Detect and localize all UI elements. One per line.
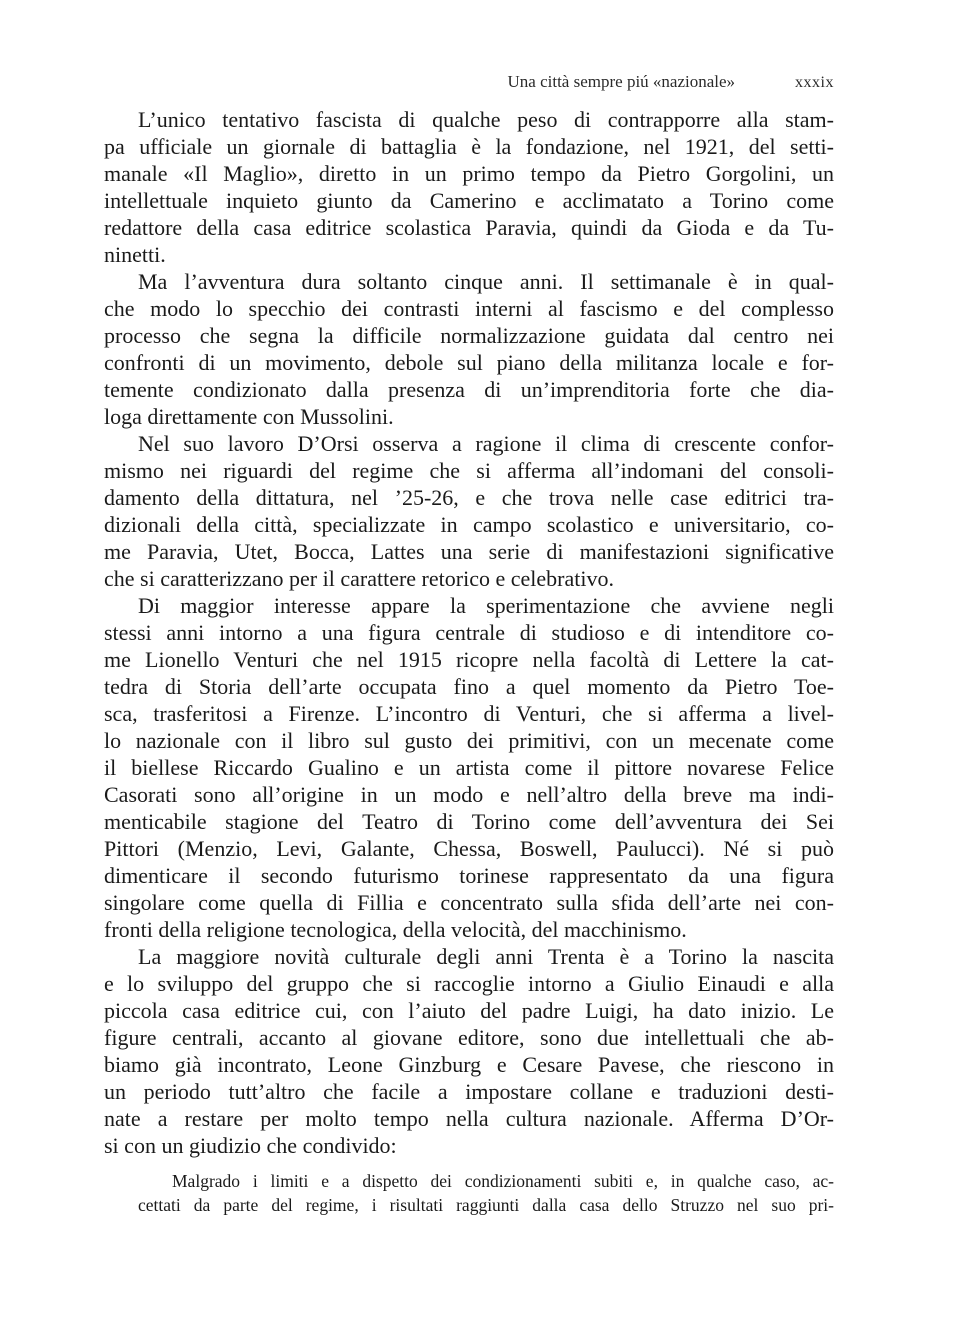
text-line: tedra di Storia dell’arte occupata fino a quel momento da Pietro Toe- xyxy=(104,674,834,699)
text-line: dimenticare il secondo futurismo torinese rappresentato da una figura xyxy=(104,863,834,888)
text-line: piccola casa editrice cui, con l’aiuto del padre Luigi, ha dato inizio. Le xyxy=(104,998,834,1023)
running-head-title: Una città sempre piú «nazionale» xyxy=(507,72,736,91)
text-line: fronti della religione tecnologica, della velocità, del macchinismo. xyxy=(104,917,687,942)
text-line: Ma l’avventura dura soltanto cinque anni. Il settimanale è in qual- xyxy=(138,269,834,294)
text-line: L’unico tentativo fascista di qualche peso di contrapporre alla stam- xyxy=(138,107,834,132)
text-line: lo nazionale con il libro sul gusto dei primitivi, con un mecenate come xyxy=(104,728,834,753)
text-line: intellettuale inquieto giunto da Camerino e acclimatato a Torino come xyxy=(104,188,834,213)
text-line: manale «Il Maglio», diretto in un primo tempo da Pietro Gorgolini, un xyxy=(104,161,834,186)
text-line: me Lionello Venturi che nel 1915 ricopre nella facoltà di Lettere la cat- xyxy=(104,647,834,672)
text-line: loga direttamente con Mussolini. xyxy=(104,404,394,429)
text-line: Nel suo lavoro D’Orsi osserva a ragione il clima di crescente confor- xyxy=(138,431,834,456)
text-line: confronti di un movimento, debole sul piano della militanza locale e for- xyxy=(104,350,834,375)
paragraph xyxy=(104,268,834,430)
text-line: mismo nei riguardi del regime che si afferma all’indomani del consoli- xyxy=(104,458,834,483)
text-line: nate a restare per molto tempo nella cultura nazionale. Afferma D’Or- xyxy=(104,1106,834,1131)
quote-line: Malgrado i limiti e a dispetto dei condizionamenti subiti e, in qualche caso, ac- xyxy=(172,1171,834,1191)
text-line: menticabile stagione del Teatro di Torino come dell’avventura dei Sei xyxy=(104,809,834,834)
paragraph xyxy=(104,943,834,1159)
text-line: pa ufficiale un giornale di battaglia è la fondazione, nel 1921, del setti- xyxy=(104,134,834,159)
text-line: che si caratterizzano per il carattere retorico e celebrativo. xyxy=(104,566,614,591)
block-quote xyxy=(104,1169,834,1217)
text-line: stessi anni intorno a una figura centrale di studioso e di intenditore co- xyxy=(104,620,834,645)
text-line: e lo sviluppo del gruppo che si raccoglie intorno a Giulio Einaudi e alla xyxy=(104,971,834,996)
book-page xyxy=(104,72,834,1217)
paragraph xyxy=(104,430,834,592)
text-line: un periodo tutt’altro che facile a impostare collane e traduzioni desti- xyxy=(104,1079,834,1104)
text-line: redattore della casa editrice scolastica Paravia, quindi da Gioda e da Tu- xyxy=(104,215,834,240)
text-line: che modo lo specchio dei contrasti interni al fascismo e del complesso xyxy=(104,296,834,321)
page-number: xxxix xyxy=(795,74,834,91)
text-line: damento della dittatura, nel ’25-26, e che trova nelle case editrici tra- xyxy=(104,485,834,510)
text-line: temente condizionato dalla presenza di un’imprenditoria forte che dia- xyxy=(104,377,834,402)
text-line: ninetti. xyxy=(104,242,166,267)
text-line: biamo già incontrato, Leone Ginzburg e Cesare Pavese, che riescono in xyxy=(104,1052,834,1077)
quote-line: cettati da parte del regime, i risultati raggiunti dalla casa dello Struzzo nel suo pri- xyxy=(138,1195,834,1215)
text-line: Casorati sono all’origine in un modo e nell’altro della breve ma indi- xyxy=(104,782,834,807)
text-line: singolare come quella di Fillia e concentrato sulla sfida dell’arte nei con- xyxy=(104,890,834,915)
body-text xyxy=(104,106,834,1159)
text-line: Pittori (Menzio, Levi, Galante, Chessa, Boswell, Paulucci). Né si può xyxy=(104,836,834,861)
text-line: sca, trasferitosi a Firenze. L’incontro di Venturi, che si afferma a livel- xyxy=(104,701,834,726)
running-head xyxy=(104,72,834,94)
paragraph xyxy=(104,592,834,943)
text-line: il biellese Riccardo Gualino e un artista come il pittore novarese Felice xyxy=(104,755,834,780)
text-line: me Paravia, Utet, Bocca, Lattes una serie di manifestazioni significative xyxy=(104,539,834,564)
text-line: dizionali della città, specializzate in campo scolastico e universitario, co- xyxy=(104,512,834,537)
text-line: La maggiore novità culturale degli anni Trenta è a Torino la nascita xyxy=(138,944,834,969)
text-line: processo che segna la difficile normalizzazione guidata dal centro nei xyxy=(104,323,834,348)
text-line: si con un giudizio che condivido: xyxy=(104,1133,397,1158)
text-line: Di maggior interesse appare la sperimentazione che avviene negli xyxy=(138,593,834,618)
paragraph xyxy=(104,106,834,268)
text-line: figure centrali, accanto al giovane editore, sono due intellettuali che ab- xyxy=(104,1025,834,1050)
